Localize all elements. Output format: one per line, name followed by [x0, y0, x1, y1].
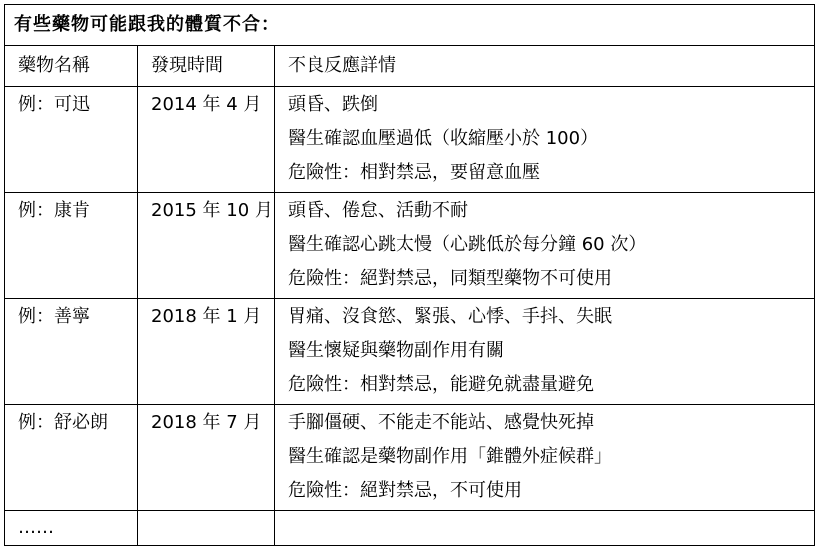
header-reaction-details: 不良反應詳情	[275, 46, 815, 87]
table-row	[5, 299, 815, 405]
reaction-symptoms: 頭昏、倦怠、活動不耐	[288, 200, 468, 221]
reaction-risk: 危險性：絕對禁忌，不可使用	[288, 480, 522, 501]
reaction-details-cell	[275, 193, 815, 299]
reaction-symptoms: 手腳僵硬、不能走不能站、感覺快死掉	[288, 412, 594, 433]
reaction-diagnosis: 醫生懷疑與藥物副作用有關	[288, 340, 504, 361]
reaction-details-cell	[275, 299, 815, 405]
drug-name-cell: 例：可迅	[5, 87, 138, 193]
discovery-date-cell: 2018 年 1 月	[138, 299, 275, 405]
reaction-symptoms: 頭昏、跌倒	[288, 94, 378, 115]
discovery-date-cell: 2018 年 7 月	[138, 405, 275, 511]
reaction-diagnosis: 醫生確認血壓過低（收縮壓小於 100）	[288, 128, 599, 149]
ellipsis-cell: ……	[5, 511, 138, 546]
table-header-row	[5, 46, 815, 87]
reaction-risk: 危險性：絕對禁忌，同類型藥物不可使用	[288, 268, 612, 289]
empty-details-cell	[275, 511, 815, 546]
reaction-details-cell	[275, 87, 815, 193]
header-discovery-date: 發現時間	[138, 46, 275, 87]
reaction-diagnosis: 醫生確認是藥物副作用「錐體外症候群」	[288, 446, 612, 467]
drug-name-cell: 例：舒必朗	[5, 405, 138, 511]
drug-name-cell: 例：康肯	[5, 193, 138, 299]
table-row	[5, 405, 815, 511]
header-drug-name: 藥物名稱	[5, 46, 138, 87]
reaction-details-cell	[275, 405, 815, 511]
empty-date-cell	[138, 511, 275, 546]
table-title: 有些藥物可能跟我的體質不合：	[5, 5, 815, 46]
reaction-risk: 危險性：相對禁忌，要留意血壓	[288, 162, 540, 183]
table-row-ellipsis	[5, 511, 815, 546]
discovery-date-cell: 2015 年 10 月	[138, 193, 275, 299]
table-title-row	[5, 5, 815, 46]
drug-name-cell: 例：善寧	[5, 299, 138, 405]
drug-intolerance-table	[4, 4, 815, 546]
reaction-symptoms: 胃痛、沒食慾、緊張、心悸、手抖、失眠	[288, 306, 612, 327]
table-row	[5, 193, 815, 299]
discovery-date-cell: 2014 年 4 月	[138, 87, 275, 193]
table-row	[5, 87, 815, 193]
reaction-risk: 危險性：相對禁忌，能避免就盡量避免	[288, 374, 594, 395]
reaction-diagnosis: 醫生確認心跳太慢（心跳低於每分鐘 60 次）	[288, 234, 647, 255]
